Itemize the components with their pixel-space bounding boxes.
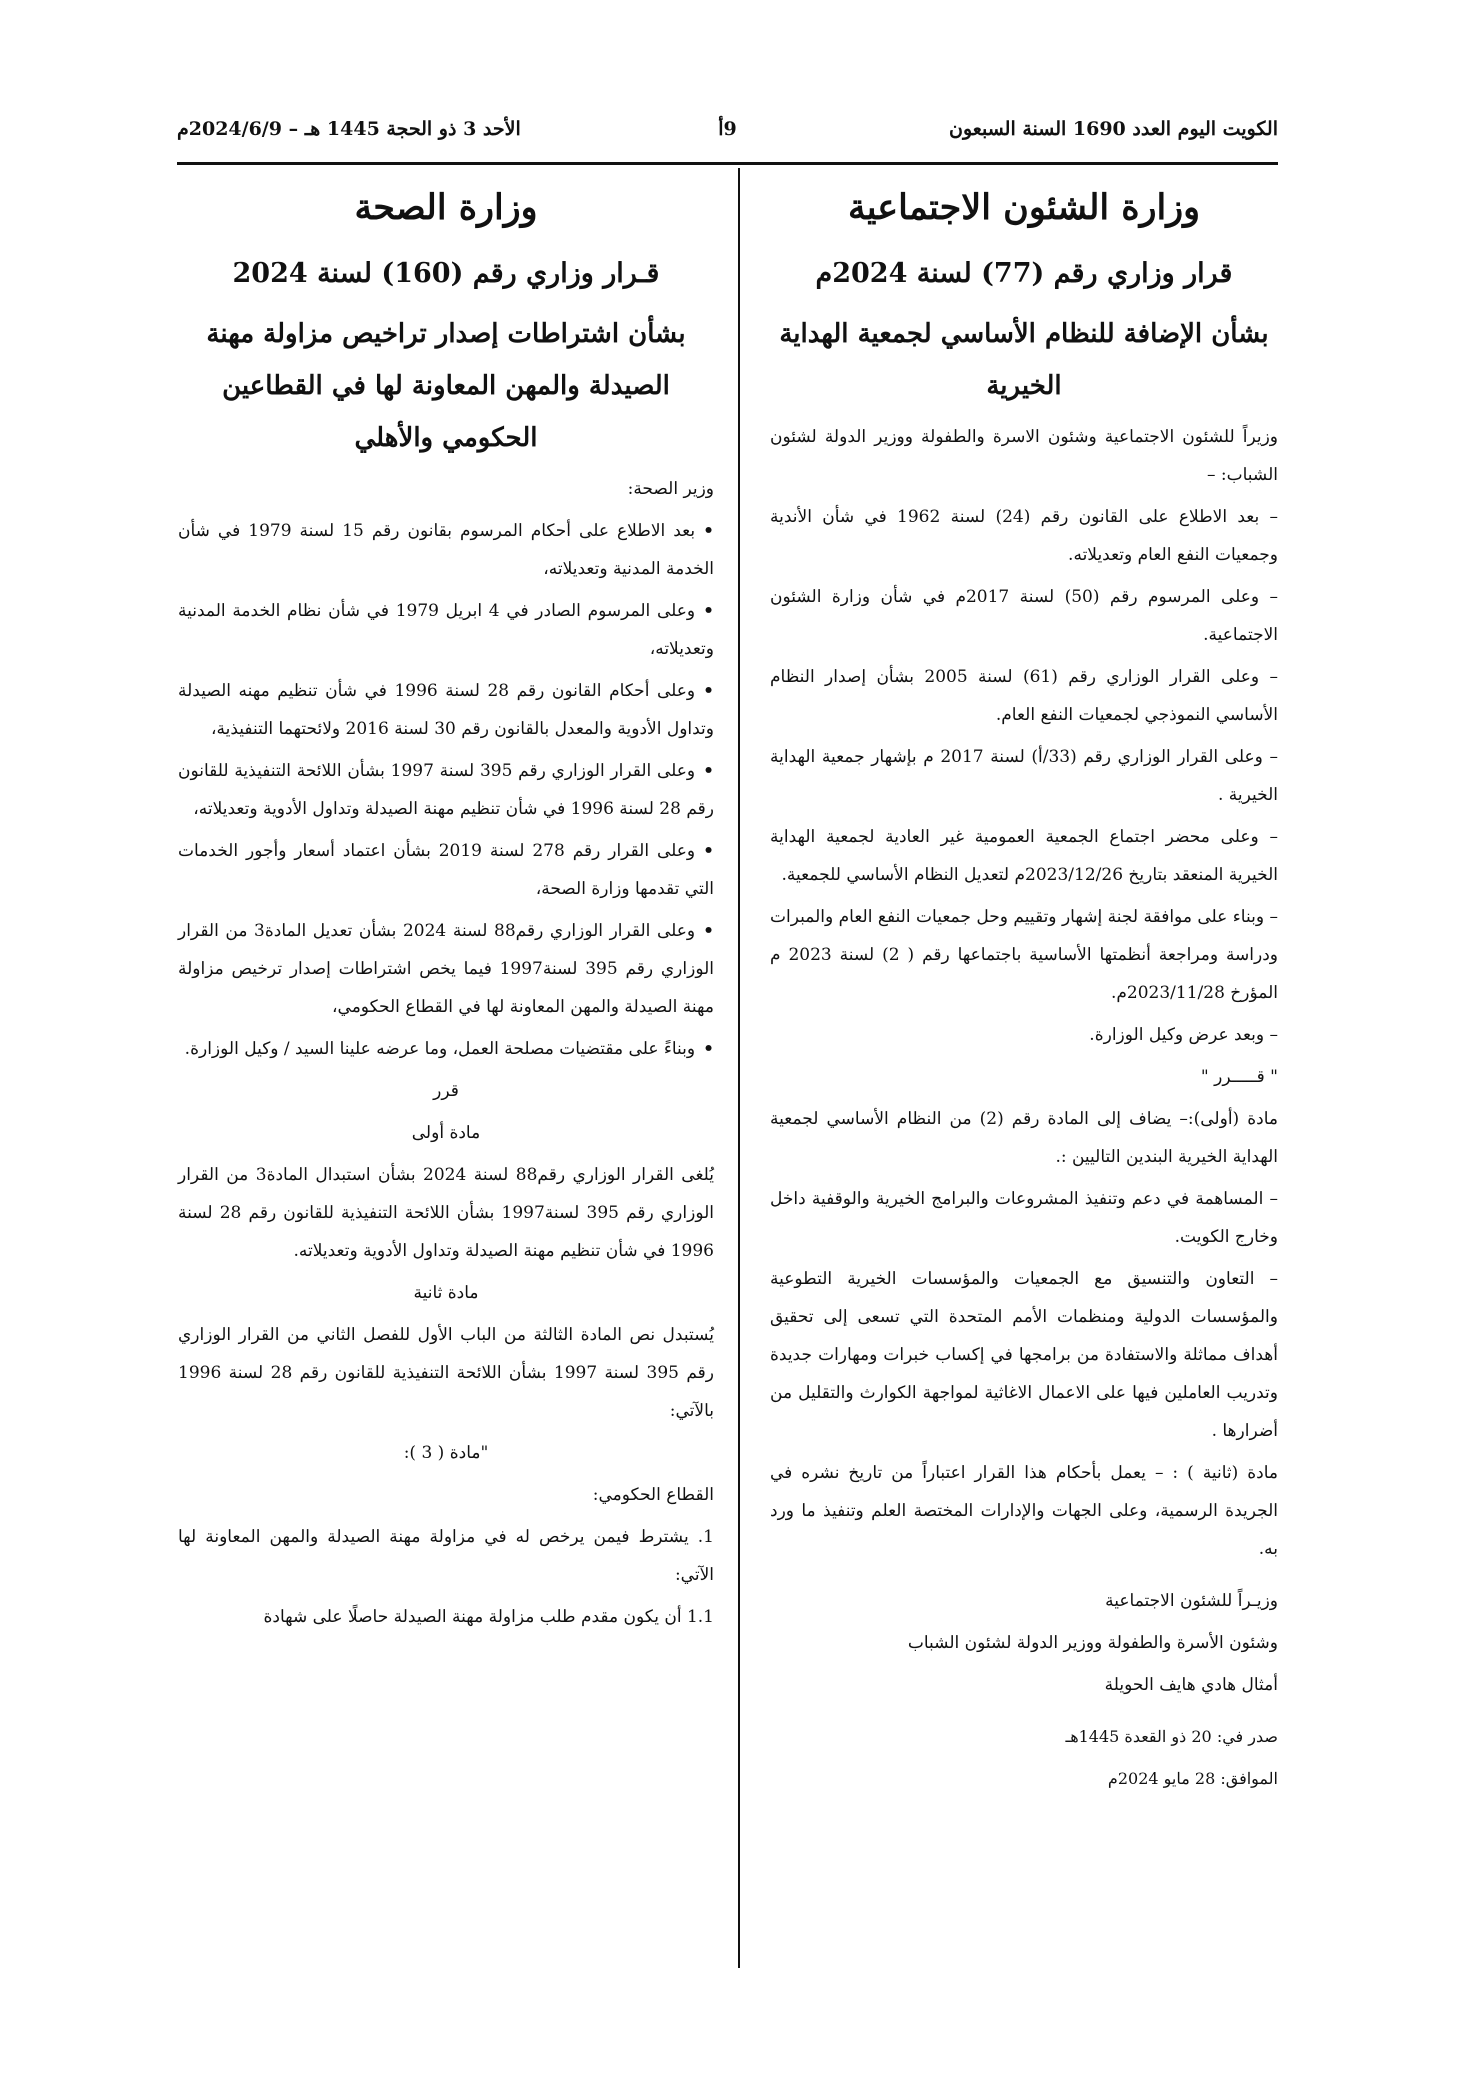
recital: • وعلى القرار رقم 278 لسنة 2019 بشأن اعتماد أسعار وأجور الخدمات التي تقدمها وزارة الصحة، [178,832,714,908]
article-first: يُلغى القرار الوزاري رقم88 لسنة 2024 بشأن استبدال المادة3 من القرار الوزاري رقم 395 لسنة1997 بشأن اللائحة التنفيذية للقانون رقم 28 لسنة 1996 في شأن تنظيم مهنة الصيدلة وتداول الأدوية وتعديلاته. [178,1165,715,1261]
signature-block [770,1582,1278,1704]
recital: • وعلى المرسوم الصادر في 4 ابريل 1979 في شأن نظام الخدمة المدنية وتعديلاته، [178,592,714,668]
decision-title: قرار وزاري رقم (77) لسنة 2024م [815,258,1233,289]
recital: – وعلى المرسوم رقم (50) لسنة 2017م في شأن وزارة الشئون الاجتماعية. [770,587,1278,645]
article-first: مادة (أولى):– يضاف إلى المادة رقم (2) من النظام الأساسي لجمعية الهداية الخيرية البندين التاليين :. [770,1109,1278,1167]
header-page-number: 9أ [718,118,737,140]
signature-name: أمثال هادي هايف الحويلة [1104,1675,1278,1695]
signature-line: وشئون الأسرة والطفولة ووزير الدولة لشئون الشباب [907,1633,1278,1653]
header-issue: الكويت اليوم العدد 1690 السنة السبعون [949,118,1278,140]
preamble: وزيراً للشئون الاجتماعية وشئون الاسرة والطفولة ووزير الدولة لشئون الشباب: – [770,427,1278,485]
recital: • وعلى القرار الوزاري رقم 395 لسنة 1997 بشأن اللائحة التنفيذية للقانون رقم 28 لسنة 1996 في شأن تنظيم مهنة الصيدلة وتداول الأدوية وتعديلاته، [178,752,714,828]
page-header [177,118,1278,158]
article-second: يُستبدل نص المادة الثالثة من الباب الأول للفصل الثاني من القرار الوزاري رقم 395 لسنة 1997 بشأن اللائحة التنفيذية للقانون رقم 28 لسنة 1996 بالآتي: [178,1325,714,1421]
recital: – وبعد عرض وكيل الوزارة. [1089,1025,1278,1045]
article-item: – التعاون والتنسيق مع الجمعيات والمؤسسات الخيرية التطوعية والمؤسسات الدولية ومنظمات الأمم المتحدة التي تسعى إلى تحقيق أهداف مماثلة والاستفادة من برامجها في إكساب خبرات ومهارات جديدة وتدريب العاملين فيها على الاعمال الاغاثية لمواجهة الكوارث والتقليل من أضرارها . [770,1269,1278,1441]
header-date: الأحد 3 ذو الحجة 1445 هـ – 2024/6/9م [177,118,521,140]
recital: – بعد الاطلاع على القانون رقم (24) لسنة 1962 في شأن الأندية وجمعيات النفع العام وتعديلاته. [770,507,1278,565]
recital: • وعلى أحكام القانون رقم 28 لسنة 1996 في شأن تنظيم مهنه الصيدلة وتداول الأدوية والمعدل بالقانون رقم 30 لسنة 2016 ولائحتهما التنفيذية، [178,672,714,748]
issue-date-block [770,1718,1278,1798]
article-title: مادة أولى [411,1123,481,1143]
article-item: – المساهمة في دعم وتنفيذ المشروعات والبرامج الخيرية والوقفية داخل وخارج الكويت. [770,1189,1278,1247]
recital: • وعلى القرار الوزاري رقم88 لسنة 2024 بشأن تعديل المادة3 من القرار الوزاري رقم 395 لسنة1997 فيما يخص اشتراطات إصدار ترخيص مزاولة مهنة الصيدلة والمهن المعاونة لها في القطاع الحكومي، [178,912,714,1026]
preamble: وزير الصحة: [627,479,714,499]
recital: • بعد الاطلاع على أحكام المرسوم بقانون رقم 15 لسنة 1979 في شأن الخدمة المدنية وتعديلاته، [178,512,714,588]
recital: – وعلى محضر اجتماع الجمعية العمومية غير العادية لجمعية الهداية الخيرية المنعقد بتاريخ 2023/12/26م لتعديل النظام الأساسي للجمعية. [770,827,1278,885]
sector-heading: القطاع الحكومي: [592,1485,714,1505]
corresponding-date: الموافق: 28 مايو 2024م [1107,1769,1278,1788]
decision-subject: بشأن اشتراطات إصدار تراخيص مزاولة مهنة الصيدلة والمهن المعاونة لها في القطاعين الحكومي والأهلي [206,319,686,453]
article-label: "مادة ( 3 ): [403,1443,489,1463]
numbered-item: 1. يشترط فيمن يرخص له في مزاولة مهنة الصيدلة والمهن المعاونة لها الآتي: [178,1527,714,1585]
article-second: مادة (ثانية ) : – يعمل بأحكام هذا القرار اعتباراً من تاريخ نشره في الجريدة الرسمية، وعلى الجهات والإدارات المختصة العلم وتنفيذ ما ورد به. [770,1463,1278,1559]
decision-title: قـرار وزاري رقم (160) لسنة 2024 [232,258,660,289]
numbered-subitem: 1.1 أن يكون مقدم طلب مزاولة مهنة الصيدلة حاصلًا على شهادة [263,1607,714,1627]
recital: – وعلى القرار الوزاري رقم (33/أ) لسنة 2017 م بإشهار جمعية الهداية الخيرية . [770,747,1278,805]
social-affairs-column [770,178,1278,1802]
recital: • وبناءً على مقتضيات مصلحة العمل، وما عرضه علينا السيد / وكيل الوزارة. [178,1030,714,1068]
ministry-title: وزارة الصحة [354,187,538,228]
issued-date: صدر في: 20 ذو القعدة 1445هـ [1065,1727,1278,1746]
column-divider [738,168,740,1968]
recital: – وبناء على موافقة لجنة إشهار وتقييم وحل جمعيات النفع العام والمبرات ودراسة ومراجعة أنظمتها الأساسية باجتماعها رقم ( 2) لسنة 2023 م المؤرخ 2023/11/28م. [770,907,1279,1003]
health-column [178,178,714,1640]
decided-label: قرر [433,1081,459,1101]
signature-line: وزيـراً للشئون الاجتماعية [1105,1591,1278,1611]
recital: – وعلى القرار الوزاري رقم (61) لسنة 2005 بشأن إصدار النظام الأساسي النموذجي لجمعيات النفع العام. [770,667,1278,725]
decision-subject: بشأن الإضافة للنظام الأساسي لجمعية الهداية الخيرية [779,319,1269,401]
ministry-title: وزارة الشئون الاجتماعية [847,187,1201,228]
header-rule [177,162,1278,165]
article-title: مادة ثانية [413,1283,479,1303]
decided-label: " قـــــرر " [1200,1067,1278,1087]
